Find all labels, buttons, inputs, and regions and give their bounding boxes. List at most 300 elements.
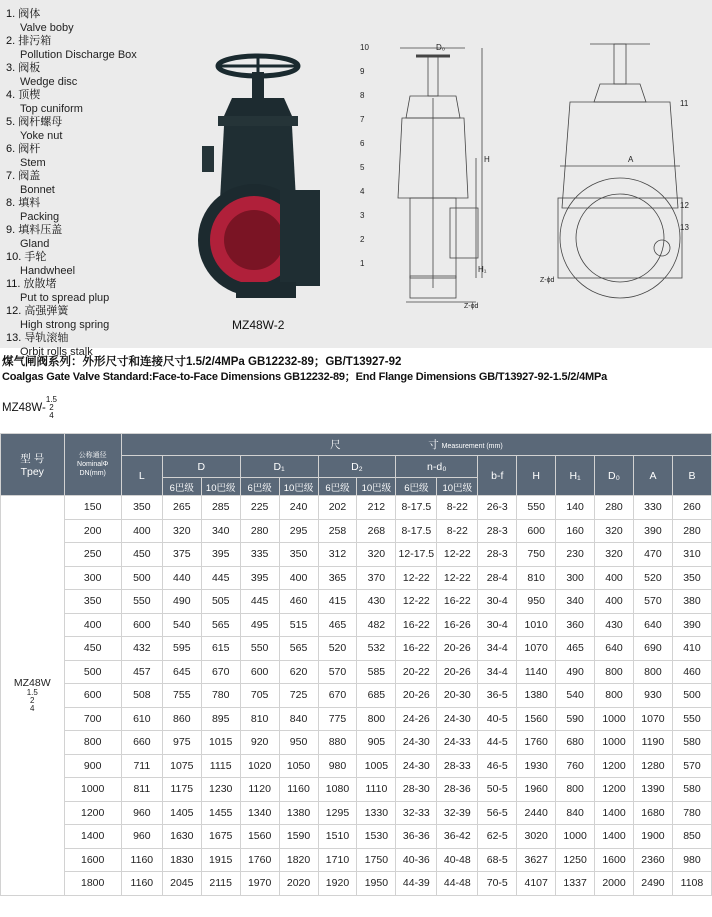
part-label-en: Valve boby <box>20 21 74 34</box>
part-label-en: Packing <box>20 210 60 223</box>
part-label-en: Pollution Discharge Box <box>20 48 137 61</box>
table-cell: 1295 <box>318 801 357 825</box>
table-cell: 1230 <box>201 778 240 802</box>
column-header: L <box>121 456 162 496</box>
column-header: A <box>633 456 672 496</box>
table-cell: 280 <box>595 496 634 520</box>
table-cell: 280 <box>672 519 711 543</box>
table-cell: 375 <box>162 543 201 567</box>
table-row <box>1 754 712 778</box>
zd-label-right: Z-ϕd <box>540 277 555 284</box>
table-cell: 320 <box>162 519 201 543</box>
table-cell: 930 <box>633 684 672 708</box>
table-cell: 56-5 <box>478 801 517 825</box>
model-heading <box>2 396 57 420</box>
table-cell: 570 <box>672 754 711 778</box>
table-cell: 1920 <box>318 872 357 896</box>
table-cell: 3627 <box>517 848 556 872</box>
table-cell: 400 <box>121 519 162 543</box>
header-dn-cn: 公称通径 <box>78 452 107 459</box>
header-measure-cn1: 尺 <box>330 439 341 451</box>
table-cell: 800 <box>633 660 672 684</box>
part-label-cn: 5. 阀杆螺母 <box>6 116 63 128</box>
table-cell: 840 <box>279 707 318 731</box>
table-cell: 2360 <box>633 848 672 872</box>
table-cell: 600 <box>517 519 556 543</box>
table-cell: 330 <box>633 496 672 520</box>
table-cell: 1970 <box>240 872 279 896</box>
table-cell: 880 <box>318 731 357 755</box>
header-measurement <box>121 434 711 456</box>
table-cell: 1140 <box>517 660 556 684</box>
model-cell-fraction <box>27 689 38 713</box>
table-cell: 230 <box>556 543 595 567</box>
part-label-en: Stem <box>20 156 46 169</box>
valve-photo <box>196 50 326 302</box>
pressure-class-header: 6巴级 <box>318 478 357 496</box>
table-cell: 400 <box>595 590 634 614</box>
pressure-class-header: 10巴级 <box>437 478 478 496</box>
frac-top: 1.5 <box>45 395 57 404</box>
part-label-en: Bonnet <box>20 183 55 196</box>
table-cell: 1108 <box>672 872 711 896</box>
table-cell: 950 <box>279 731 318 755</box>
header-type <box>1 434 65 496</box>
table-cell: 1200 <box>595 778 634 802</box>
table-row <box>1 519 712 543</box>
zd-label-left: Z-ϕd <box>464 303 479 310</box>
pressure-class-header: 6巴级 <box>162 478 201 496</box>
table-cell: 46-5 <box>478 754 517 778</box>
part-label-en: Yoke nut <box>20 129 63 142</box>
table-row <box>1 543 712 567</box>
table-cell: 500 <box>121 566 162 590</box>
table-cell: 645 <box>162 660 201 684</box>
table-row <box>1 590 712 614</box>
table-cell: 920 <box>240 731 279 755</box>
title-chinese: 煤气闸阀系列：外形尺寸和连接尺寸1.5/2/4MPa GB12232-89；GB/T13927-92 <box>2 356 402 368</box>
table-row <box>1 848 712 872</box>
table-cell: 26-3 <box>478 496 517 520</box>
table-cell: 36-42 <box>437 825 478 849</box>
table-cell: 380 <box>672 590 711 614</box>
table-cell: 1070 <box>517 637 556 661</box>
table-cell: 8-22 <box>437 519 478 543</box>
table-cell: 895 <box>201 707 240 731</box>
table-cell: 2440 <box>517 801 556 825</box>
table-cell: 20-30 <box>437 684 478 708</box>
frac-bot: 4 <box>49 411 54 420</box>
column-header: H <box>517 456 556 496</box>
table-cell: 44-39 <box>396 872 437 896</box>
table-cell: 705 <box>240 684 279 708</box>
table-row <box>1 872 712 896</box>
table-cell: 800 <box>595 660 634 684</box>
table-cell: 28-33 <box>437 754 478 778</box>
table-cell: 4107 <box>517 872 556 896</box>
table-cell: 690 <box>633 637 672 661</box>
table-cell: 300 <box>556 566 595 590</box>
part-label-cn: 7. 阀盖 <box>6 170 41 182</box>
table-cell: 24-30 <box>396 754 437 778</box>
table-cell: 350 <box>121 496 162 520</box>
table-cell: 600 <box>64 684 121 708</box>
table-cell: 295 <box>279 519 318 543</box>
callout-number: 11 <box>680 99 689 108</box>
table-cell: 580 <box>672 731 711 755</box>
table-cell: 1390 <box>633 778 672 802</box>
table-cell: 70-5 <box>478 872 517 896</box>
table-cell: 775 <box>318 707 357 731</box>
table-cell: 268 <box>357 519 396 543</box>
table-cell: 1510 <box>318 825 357 849</box>
table-cell: 780 <box>672 801 711 825</box>
part-label-en: Handwheel <box>20 264 76 277</box>
table-row <box>1 801 712 825</box>
table-cell: 1080 <box>318 778 357 802</box>
table-cell: 200 <box>64 519 121 543</box>
table-cell: 365 <box>318 566 357 590</box>
table-cell: 12-22 <box>437 566 478 590</box>
table-cell: 350 <box>672 566 711 590</box>
table-cell: 460 <box>672 660 711 684</box>
frac-mid: 2 <box>30 696 35 706</box>
table-row <box>1 637 712 661</box>
table-cell: 1400 <box>595 825 634 849</box>
table-cell: 28-3 <box>478 543 517 567</box>
table-cell: 20-22 <box>396 660 437 684</box>
table-cell: 685 <box>357 684 396 708</box>
table-cell: 36-5 <box>478 684 517 708</box>
pressure-class-header: 10巴级 <box>201 478 240 496</box>
table-cell: 1630 <box>162 825 201 849</box>
callout-number: 13 <box>680 223 689 232</box>
table-cell: 24-30 <box>396 731 437 755</box>
table-cell: 34-4 <box>478 660 517 684</box>
table-cell: 1530 <box>357 825 396 849</box>
table-cell: 750 <box>517 543 556 567</box>
table-cell: 1330 <box>357 801 396 825</box>
table-cell: 1900 <box>633 825 672 849</box>
table-cell: 1400 <box>64 825 121 849</box>
h1-label: H₁ <box>478 265 487 274</box>
table-cell: 500 <box>64 660 121 684</box>
table-cell: 1560 <box>240 825 279 849</box>
table-cell: 320 <box>595 519 634 543</box>
table-cell: 800 <box>64 731 121 755</box>
callout-number: 12 <box>680 201 689 210</box>
frac-mid: 2 <box>49 403 54 412</box>
table-cell: 285 <box>201 496 240 520</box>
table-cell: 28-36 <box>437 778 478 802</box>
table-cell: 850 <box>672 825 711 849</box>
table-cell: 40-48 <box>437 848 478 872</box>
table-cell: 1000 <box>595 731 634 755</box>
table-cell: 340 <box>556 590 595 614</box>
pressure-class-header: 6巴级 <box>240 478 279 496</box>
part-label-en: High strong spring <box>20 318 110 331</box>
table-cell: 590 <box>556 707 595 731</box>
table-cell: 212 <box>357 496 396 520</box>
table-cell: 515 <box>279 613 318 637</box>
table-cell: 1000 <box>595 707 634 731</box>
table-cell: 12-22 <box>437 543 478 567</box>
table-cell: 1600 <box>595 848 634 872</box>
part-label-cn: 3. 阀板 <box>6 62 41 74</box>
table-cell: 950 <box>517 590 556 614</box>
table-cell: 20-26 <box>437 637 478 661</box>
table-cell: 1005 <box>357 754 396 778</box>
table-cell: 320 <box>595 543 634 567</box>
table-cell: 30-4 <box>478 590 517 614</box>
table-cell: 570 <box>633 590 672 614</box>
table-cell: 40-36 <box>396 848 437 872</box>
table-cell: 460 <box>279 590 318 614</box>
table-cell: 150 <box>64 496 121 520</box>
table-cell: 1280 <box>633 754 672 778</box>
table-cell: 68-5 <box>478 848 517 872</box>
table-cell: 30-4 <box>478 613 517 637</box>
table-cell: 320 <box>357 543 396 567</box>
table-cell: 265 <box>162 496 201 520</box>
table-cell: 780 <box>201 684 240 708</box>
title-english: Coalgas Gate Valve Standard:Face-to-Face Dimensions GB12232-89；End Flange Dimensions GB/T13927-92-1.5/2/4MPa <box>2 371 608 383</box>
table-cell: 350 <box>279 543 318 567</box>
table-cell: 800 <box>556 778 595 802</box>
callout-number: 9 <box>360 67 365 76</box>
table-cell: 620 <box>279 660 318 684</box>
table-cell: 1000 <box>556 825 595 849</box>
table-cell: 1760 <box>517 731 556 755</box>
table-cell: 16-26 <box>437 613 478 637</box>
table-cell: 312 <box>318 543 357 567</box>
table-cell: 202 <box>318 496 357 520</box>
table-cell: 445 <box>240 590 279 614</box>
table-cell: 16-22 <box>437 590 478 614</box>
table-cell: 1000 <box>64 778 121 802</box>
table-cell: 28-30 <box>396 778 437 802</box>
part-label-cn: 12. 高强弹簧 <box>6 305 69 317</box>
table-cell: 36-36 <box>396 825 437 849</box>
table-cell: 900 <box>64 754 121 778</box>
table-cell: 508 <box>121 684 162 708</box>
table-cell: 980 <box>318 754 357 778</box>
table-cell: 457 <box>121 660 162 684</box>
table-row <box>1 825 712 849</box>
header-measure-cn2: 寸 <box>428 439 439 451</box>
part-label-cn: 11. 放散堵 <box>6 278 57 290</box>
column-header: D₀ <box>595 456 634 496</box>
table-cell: 1680 <box>633 801 672 825</box>
table-cell: 570 <box>318 660 357 684</box>
table-cell: 700 <box>64 707 121 731</box>
part-label-en: Put to spread plup <box>20 291 110 304</box>
pressure-class-header: 6巴级 <box>396 478 437 496</box>
table-cell: 450 <box>64 637 121 661</box>
table-cell: 1455 <box>201 801 240 825</box>
table-cell: 540 <box>556 684 595 708</box>
part-label-cn: 2. 排污箱 <box>6 35 52 47</box>
product-figure-panel <box>0 0 712 358</box>
table-cell: 2045 <box>162 872 201 896</box>
table-cell: 410 <box>672 637 711 661</box>
a-label: A <box>628 155 634 164</box>
table-cell: 1380 <box>279 801 318 825</box>
table-cell: 1020 <box>240 754 279 778</box>
d0-label: D₀ <box>436 43 446 52</box>
table-cell: 370 <box>357 566 396 590</box>
table-cell: 400 <box>279 566 318 590</box>
table-cell: 470 <box>633 543 672 567</box>
table-cell: 1950 <box>357 872 396 896</box>
table-cell: 1115 <box>201 754 240 778</box>
table-cell: 600 <box>240 660 279 684</box>
table-cell: 258 <box>318 519 357 543</box>
table-cell: 680 <box>556 731 595 755</box>
table-cell: 310 <box>672 543 711 567</box>
table-cell: 8-17.5 <box>396 496 437 520</box>
table-cell: 1160 <box>279 778 318 802</box>
table-cell: 390 <box>672 613 711 637</box>
table-cell: 495 <box>240 613 279 637</box>
header-type-en: Tpey <box>20 466 44 478</box>
callout-number: 8 <box>360 91 365 100</box>
callout-number: 7 <box>360 115 365 124</box>
part-label-cn: 1. 阀体 <box>6 8 41 20</box>
table-cell: 12-22 <box>396 590 437 614</box>
callout-number: 4 <box>360 187 365 196</box>
table-cell: 520 <box>633 566 672 590</box>
table-cell: 1830 <box>162 848 201 872</box>
table-cell: 34-4 <box>478 637 517 661</box>
table-cell: 335 <box>240 543 279 567</box>
table-cell: 1400 <box>595 801 634 825</box>
pressure-class-header: 10巴级 <box>279 478 318 496</box>
column-header: H₁ <box>556 456 595 496</box>
table-cell: 3020 <box>517 825 556 849</box>
column-header: b-f <box>478 456 517 496</box>
table-cell: 140 <box>556 496 595 520</box>
table-cell: 300 <box>64 566 121 590</box>
table-cell: 760 <box>556 754 595 778</box>
part-label-cn: 4. 顶楔 <box>6 89 41 101</box>
table-cell: 810 <box>517 566 556 590</box>
table-cell: 595 <box>162 637 201 661</box>
table-cell: 565 <box>201 613 240 637</box>
table-cell: 2000 <box>595 872 634 896</box>
table-cell: 975 <box>162 731 201 755</box>
table-cell: 1340 <box>240 801 279 825</box>
header-dn-en: NominalΦ <box>77 461 109 468</box>
table-cell: 810 <box>240 707 279 731</box>
table-cell: 62-5 <box>478 825 517 849</box>
table-cell: 340 <box>201 519 240 543</box>
column-header: D₁ <box>240 456 318 478</box>
table-cell: 1710 <box>318 848 357 872</box>
part-label-cn: 8. 填料 <box>6 197 41 209</box>
table-cell: 415 <box>318 590 357 614</box>
table-row <box>1 684 712 708</box>
table-cell: 960 <box>121 825 162 849</box>
spec-table <box>0 433 712 896</box>
table-cell: 1015 <box>201 731 240 755</box>
pressure-class-header: 10巴级 <box>357 478 396 496</box>
table-cell: 1250 <box>556 848 595 872</box>
part-label-en: Gland <box>20 237 50 250</box>
table-cell: 465 <box>556 637 595 661</box>
table-cell: 430 <box>595 613 634 637</box>
model-label: MZ48W-2 <box>232 318 285 332</box>
table-cell: 24-33 <box>437 731 478 755</box>
table-cell: 1675 <box>201 825 240 849</box>
table-cell: 811 <box>121 778 162 802</box>
table-cell: 44-48 <box>437 872 478 896</box>
table-cell: 905 <box>357 731 396 755</box>
callout-number: 5 <box>360 163 365 172</box>
table-cell: 550 <box>121 590 162 614</box>
table-row <box>1 707 712 731</box>
table-cell: 600 <box>121 613 162 637</box>
table-cell: 400 <box>595 566 634 590</box>
table-cell: 1337 <box>556 872 595 896</box>
table-cell: 640 <box>595 637 634 661</box>
table-cell: 280 <box>240 519 279 543</box>
part-label-cn: 9. 填料压盖 <box>6 224 63 236</box>
header-type-cn: 型 号 <box>20 453 45 465</box>
table-cell: 800 <box>595 684 634 708</box>
table-cell: 32-39 <box>437 801 478 825</box>
part-label-en: Top cuniform <box>20 102 83 115</box>
table-cell: 1200 <box>64 801 121 825</box>
section-drawing <box>350 38 500 314</box>
table-cell: 550 <box>240 637 279 661</box>
part-label-cn: 13. 导轨滚轴 <box>6 332 69 344</box>
table-cell: 395 <box>201 543 240 567</box>
table-row <box>1 566 712 590</box>
table-cell: 960 <box>121 801 162 825</box>
table-cell: 360 <box>556 613 595 637</box>
model-cell <box>1 496 65 896</box>
table-row <box>1 496 712 520</box>
table-cell: 1070 <box>633 707 672 731</box>
table-cell: 580 <box>672 778 711 802</box>
table-row <box>1 613 712 637</box>
table-cell: 1600 <box>64 848 121 872</box>
callout-number: 2 <box>360 235 365 244</box>
table-cell: 16-22 <box>396 613 437 637</box>
table-cell: 1075 <box>162 754 201 778</box>
table-cell: 44-5 <box>478 731 517 755</box>
table-cell: 1010 <box>517 613 556 637</box>
table-cell: 550 <box>672 707 711 731</box>
table-cell: 450 <box>121 543 162 567</box>
table-cell: 12-22 <box>396 566 437 590</box>
table-cell: 640 <box>633 613 672 637</box>
table-cell: 670 <box>201 660 240 684</box>
table-cell: 12-17.5 <box>396 543 437 567</box>
table-cell: 1160 <box>121 872 162 896</box>
table-cell: 725 <box>279 684 318 708</box>
model-fraction <box>46 396 57 420</box>
table-cell: 432 <box>121 637 162 661</box>
part-label-en: Orbit rolls stalk <box>20 345 93 358</box>
table-cell: 1930 <box>517 754 556 778</box>
table-cell: 840 <box>556 801 595 825</box>
table-cell: 660 <box>121 731 162 755</box>
table-cell: 610 <box>121 707 162 731</box>
table-cell: 20-26 <box>437 660 478 684</box>
table-cell: 670 <box>318 684 357 708</box>
